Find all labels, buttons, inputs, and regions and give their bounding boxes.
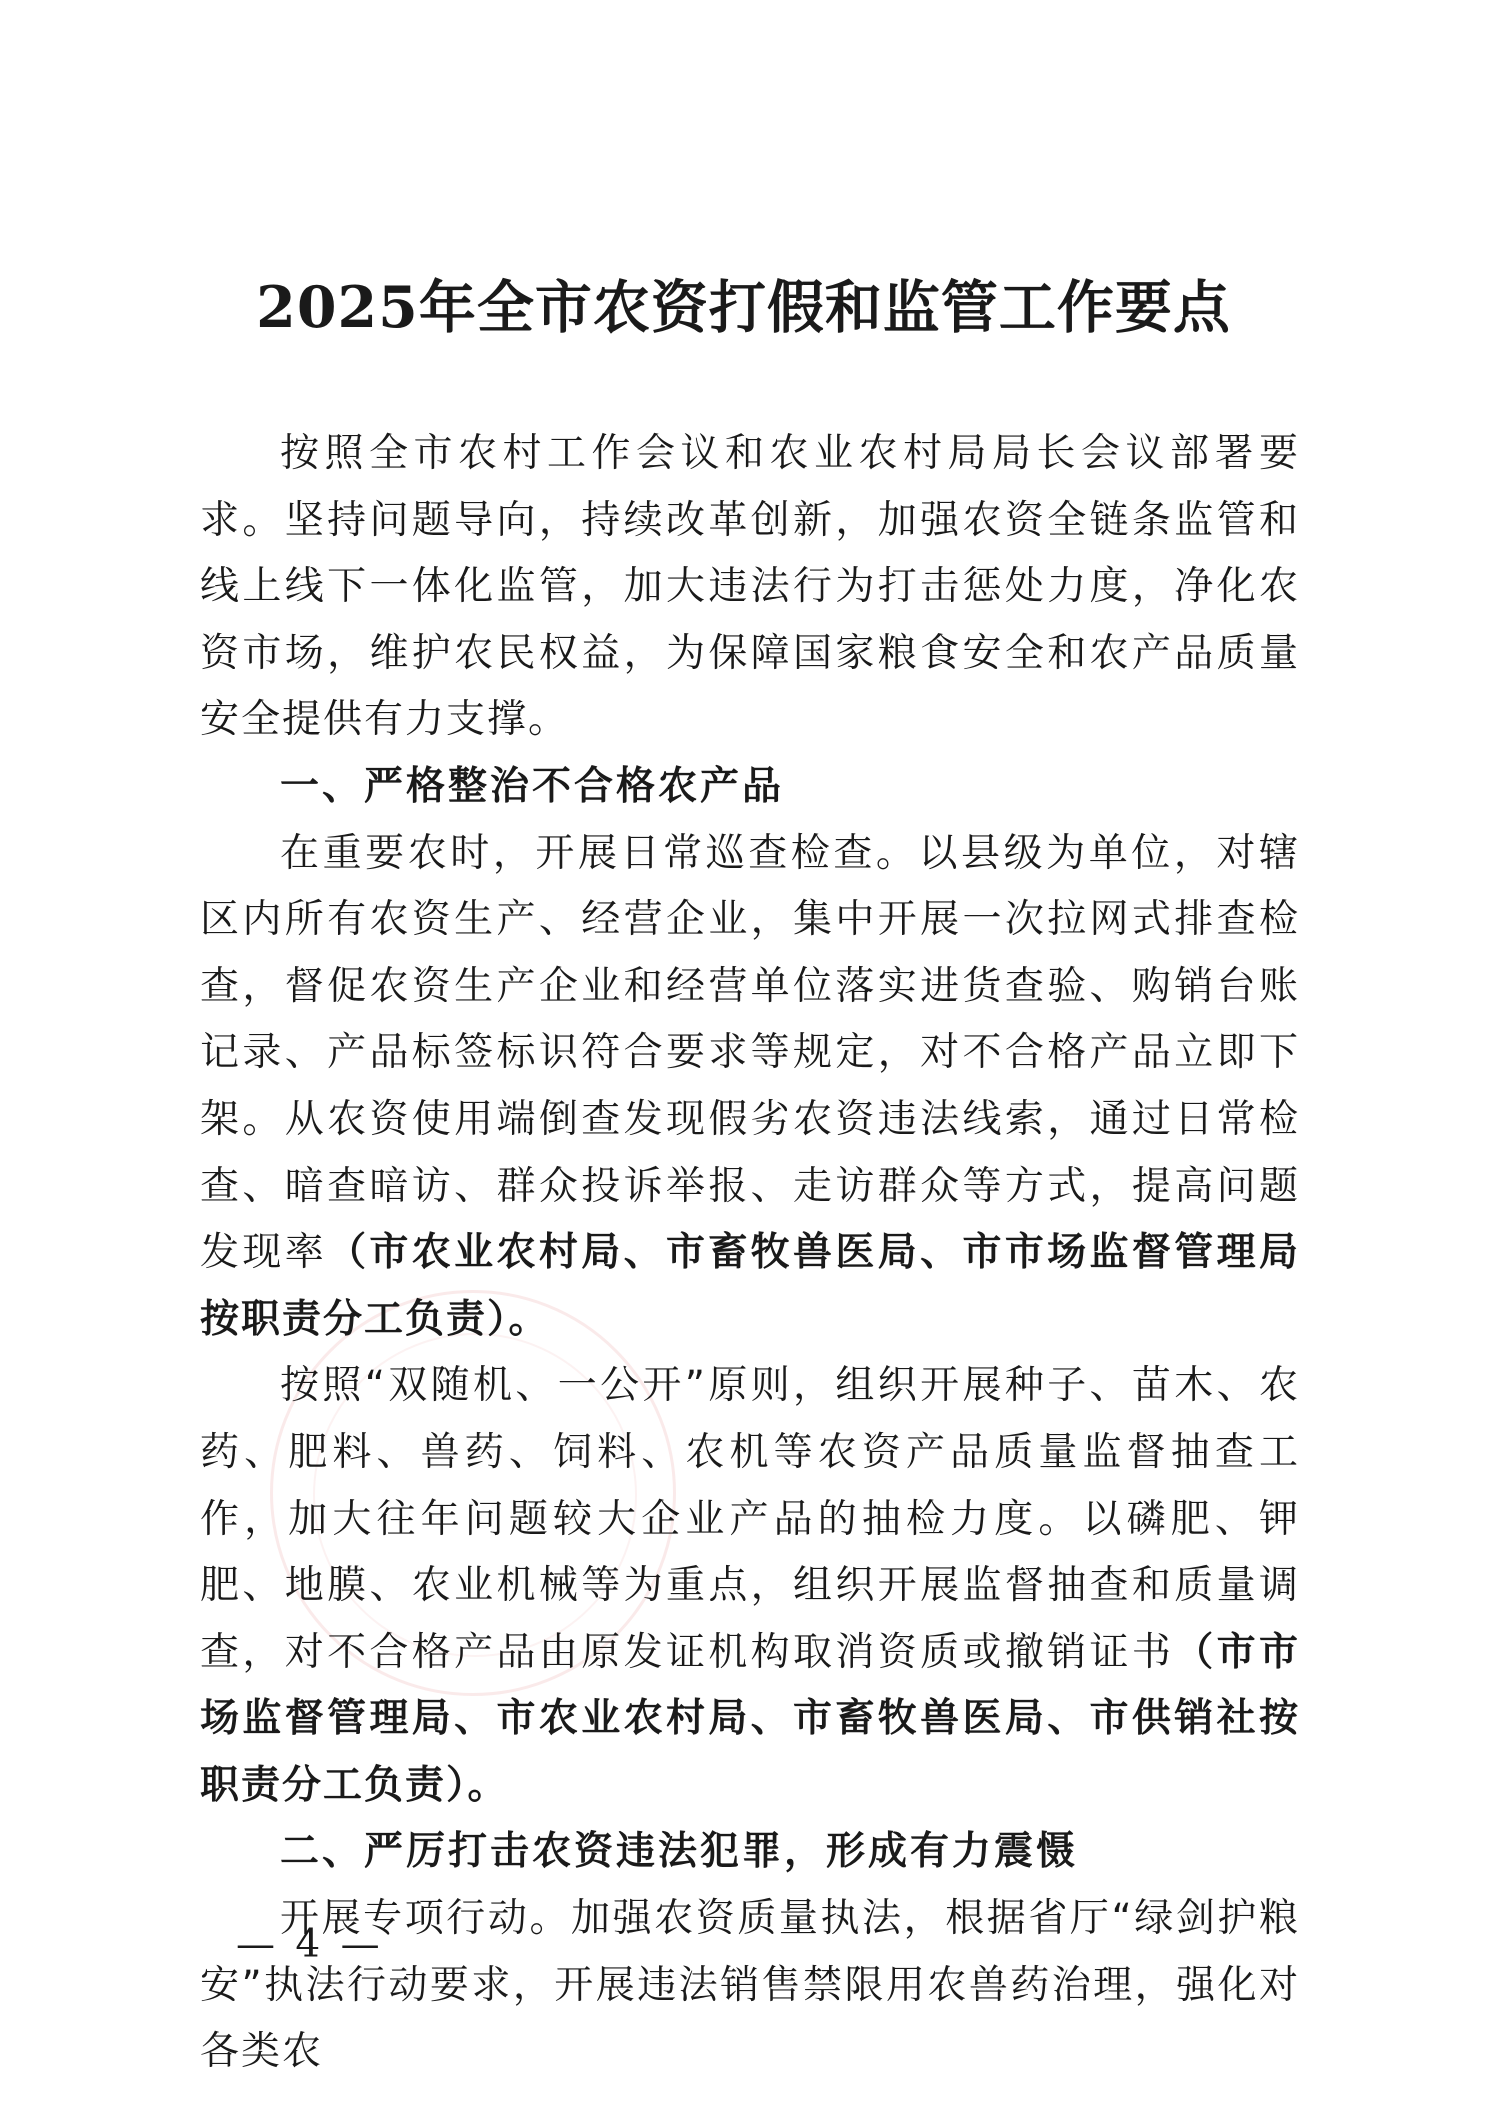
intro-paragraph-text: 按照全市农村工作会议和农业农村局局长会议部署要求。坚持问题导向，持续改革创新，加强农资全链条监管和线上线下一体化监管，加大违法行为打击惩处力度，净化农资市场，维护农民权益，为保障国家粮食安全和农产品质量安全提供有力支撑。 [200, 431, 1300, 743]
section-1-paragraph-1 [200, 821, 1300, 1354]
section-2-paragraph-1 [200, 1886, 1300, 2086]
section-1-paragraph-2-responsibility: （市市场监督管理局、市农业农村局、市畜牧兽医局、市供销社按职责分工负责）。 [200, 1629, 1300, 1808]
section-heading-1: 一、严格整治不合格农产品 [280, 763, 785, 809]
section-1-paragraph-2-text: 按照“双随机、一公开”原则，组织开展种子、苗木、农药、肥料、兽药、饲料、农机等农资产品质量监督抽查工作，加大往年问题较大企业产品的抽检力度。以磷肥、钾肥、地膜、农业机械等为重点，组织开展监督抽查和质量调查，对不合格产品由原发证机构取消资质或撤销证书 [200, 1363, 1300, 1675]
page-number: — 4 — [236, 1922, 384, 1967]
section-1-paragraph-2 [200, 1353, 1300, 1819]
section-1-paragraph-1-text: 在重要农时，开展日常巡查检查。以县级为单位，对辖区内所有农资生产、经营企业，集中开展一次拉网式排查检查，督促农资生产企业和经营单位落实进货查验、购销台账记录、产品标签标识符合要求等规定，对不合格产品立即下架。从农资使用端倒查发现假劣农资违法线索，通过日常检查、暗查暗访、群众投诉举报、走访群众等方式，提高问题发现率 [200, 830, 1300, 1276]
document-body [200, 421, 1300, 2086]
intro-paragraph [200, 421, 1300, 754]
document-title: 2025年全市农资打假和监管工作要点 [256, 274, 1231, 341]
section-1-paragraph-1-responsibility: （市农业农村局、市畜牧兽医局、市市场监督管理局按职责分工负责）。 [200, 1230, 1300, 1342]
section-2-paragraph-1-text: 开展专项行动。加强农资质量执法，根据省厅“绿剑护粮安”执法行动要求，开展违法销售禁限用农兽药治理，强化对各类农 [200, 1896, 1300, 2075]
section-heading-2: 二、严厉打击农资违法犯罪，形成有力震慑 [280, 1829, 1079, 1875]
